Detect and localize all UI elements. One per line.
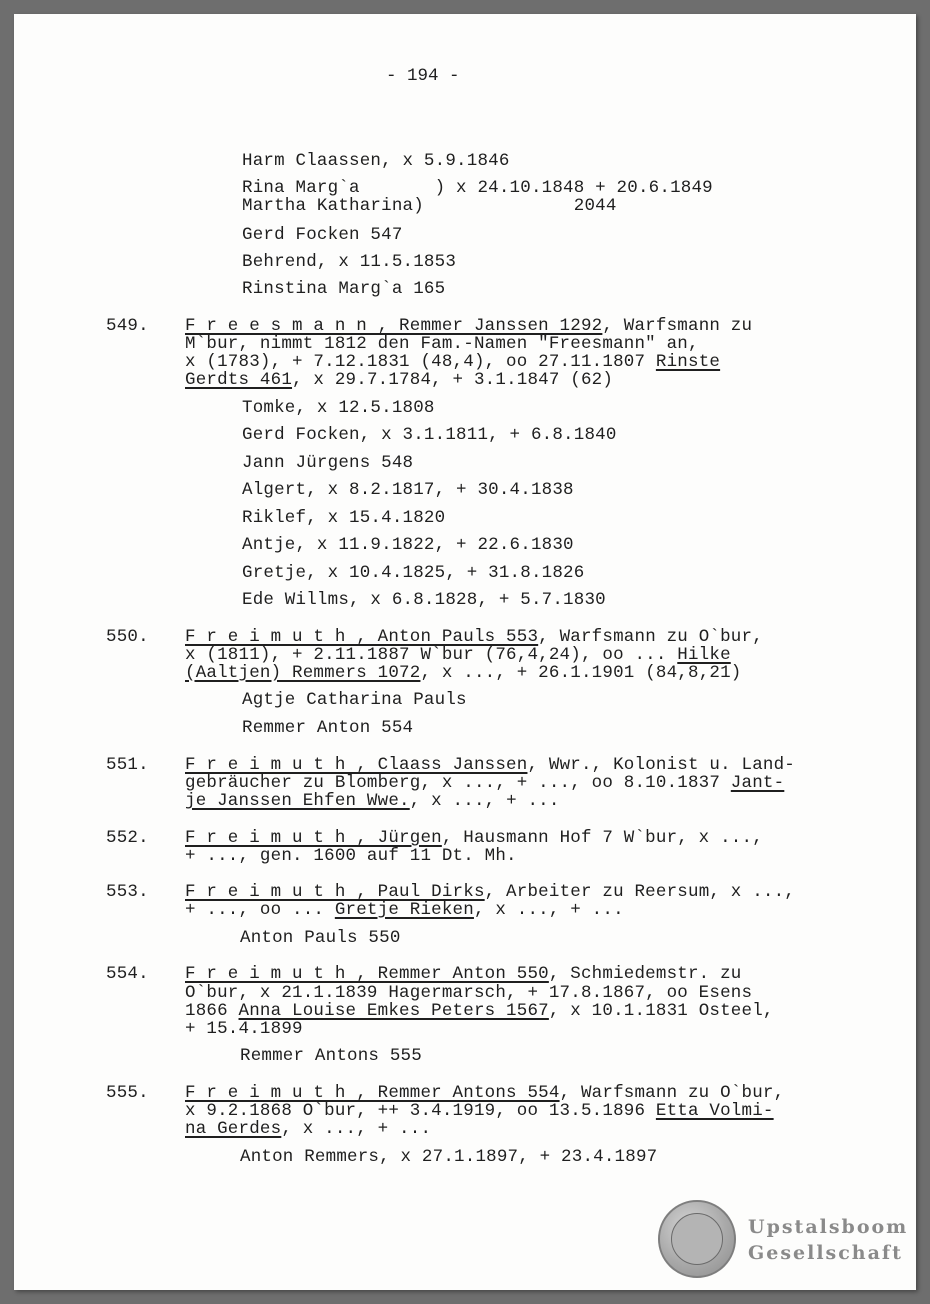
- entry-551-line3: je Janssen Ehfen Wwe., x ..., + ...: [185, 791, 560, 811]
- list-item: Harm Claassen, x 5.9.1846: [242, 151, 510, 171]
- entry-554-line1: F r e i m u t h , Remmer Anton 550, Schmiedemstr. zu: [185, 964, 742, 984]
- list-item: Anton Pauls 550: [240, 928, 401, 948]
- list-item: Rinstina Marg`a 165: [242, 279, 446, 299]
- entry-number: 552.: [106, 828, 149, 848]
- person-name: F r e i m u t h , Remmer Anton 550: [185, 964, 549, 984]
- entry-552-line1: F r e i m u t h , Jürgen, Hausmann Hof 7 W`bur, x ...,: [185, 828, 763, 848]
- entry-554-line3: 1866 Anna Louise Emkes Peters 1567, x 10.1.1831 Osteel,: [185, 1001, 774, 1021]
- entry-550-line2: x (1811), + 2.11.1887 W`bur (76,4,24), oo ... Hilke: [185, 645, 731, 665]
- list-item: Martha Katharina) 2044: [242, 196, 617, 216]
- entry-553-line1: F r e i m u t h , Paul Dirks, Arbeiter zu Reersum, x ...,: [185, 882, 796, 902]
- list-item: Algert, x 8.2.1817, + 30.4.1838: [242, 480, 574, 500]
- list-item: Remmer Anton 554: [242, 718, 414, 738]
- entry-551-line2: gebräucher zu Blomberg, x ..., + ..., oo 8.10.1837 Jant-: [185, 773, 785, 793]
- watermark-line2: Gesellschaft: [748, 1242, 903, 1264]
- person-name: F r e i m u t h , Jürgen: [185, 828, 442, 848]
- entry-550-line3: (Aaltjen) Remmers 1072, x ..., + 26.1.1901 (84,8,21): [185, 663, 742, 683]
- entry-549-line3: x (1783), + 7.12.1831 (48,4), oo 27.11.1807 Rinste: [185, 352, 721, 372]
- entry-555-line2: x 9.2.1868 O`bur, ++ 3.4.1919, oo 13.5.1896 Etta Volmi-: [185, 1101, 774, 1121]
- list-item: Gerd Focken, x 3.1.1811, + 6.8.1840: [242, 425, 617, 445]
- list-item: Jann Jürgens 548: [242, 453, 414, 473]
- entry-555-line1: F r e i m u t h , Remmer Antons 554, Warfsmann zu O`bur,: [185, 1083, 785, 1103]
- entry-549-line4: Gerdts 461, x 29.7.1784, + 3.1.1847 (62): [185, 370, 614, 390]
- entry-number: 554.: [106, 964, 149, 984]
- entry-549-line1: F r e e s m a n n , Remmer Janssen 1292, Warfsmann zu: [185, 316, 753, 336]
- list-item: Behrend, x 11.5.1853: [242, 252, 457, 272]
- entry-554-line2: O`bur, x 21.1.1839 Hagermarsch, + 17.8.1867, oo Esens: [185, 983, 753, 1003]
- person-name: F r e i m u t h , Remmer Antons 554: [185, 1083, 560, 1103]
- entry-number: 553.: [106, 882, 149, 902]
- list-item: Gerd Focken 547: [242, 225, 403, 245]
- page-number: - 194 -: [386, 66, 460, 86]
- person-name: F r e i m u t h , Paul Dirks: [185, 882, 485, 902]
- spouse-name: (Aaltjen) Remmers 1072: [185, 663, 421, 683]
- entry-number: 555.: [106, 1083, 149, 1103]
- spouse-name: Gretje Rieken: [334, 900, 474, 920]
- entry-550-line1: F r e i m u t h , Anton Pauls 553, Warfsmann zu O`bur,: [185, 627, 763, 647]
- list-item: Remmer Antons 555: [240, 1046, 422, 1066]
- list-item: Gretje, x 10.4.1825, + 31.8.1826: [242, 563, 585, 583]
- entry-552-line2: + ..., gen. 1600 auf 11 Dt. Mh.: [185, 846, 517, 866]
- watermark-line1: Upstalsboom: [748, 1216, 909, 1238]
- spouse-name: Etta Volmi-: [655, 1101, 774, 1121]
- society-seal-icon: [658, 1200, 736, 1278]
- entry-number: 549.: [106, 316, 149, 336]
- list-item: Riklef, x 15.4.1820: [242, 508, 446, 528]
- person-name: F r e i m u t h , Claass Janssen: [185, 755, 528, 775]
- person-name: F r e e s m a n n , Remmer Janssen 1292: [185, 316, 603, 336]
- entry-554-line4: + 15.4.1899: [185, 1019, 303, 1039]
- entry-number: 550.: [106, 627, 149, 647]
- spouse-name: Hilke: [677, 645, 731, 665]
- spouse-name: Gerdts 461: [185, 370, 293, 390]
- list-item: Ede Willms, x 6.8.1828, + 5.7.1830: [242, 590, 606, 610]
- entry-549-line2: M`bur, nimmt 1812 den Fam.-Namen "Freesmann" an,: [185, 334, 699, 354]
- document-page: [14, 14, 916, 1290]
- list-item: Tomke, x 12.5.1808: [242, 398, 435, 418]
- person-name: F r e i m u t h , Anton Pauls 553: [185, 627, 539, 647]
- list-item: Antje, x 11.9.1822, + 22.6.1830: [242, 535, 574, 555]
- spouse-name: Rinste: [655, 352, 721, 372]
- entry-555-line3: na Gerdes, x ..., + ...: [185, 1119, 432, 1139]
- spouse-name: Anna Louise Emkes Peters 1567: [238, 1001, 549, 1021]
- list-item: Anton Remmers, x 27.1.1897, + 23.4.1897: [240, 1147, 658, 1167]
- entry-number: 551.: [106, 755, 149, 775]
- entry-551-line1: F r e i m u t h , Claass Janssen, Wwr., Kolonist u. Land-: [185, 755, 796, 775]
- entry-553-line2: + ..., oo ... Gretje Rieken, x ..., + ...: [185, 900, 624, 920]
- list-item: Rina Marg`a ) x 24.10.1848 + 20.6.1849: [242, 178, 713, 198]
- spouse-name: je Janssen Ehfen Wwe.: [185, 791, 410, 811]
- spouse-name: na Gerdes: [185, 1119, 282, 1139]
- list-item: Agtje Catharina Pauls: [242, 690, 467, 710]
- spouse-name: Jant-: [730, 773, 785, 793]
